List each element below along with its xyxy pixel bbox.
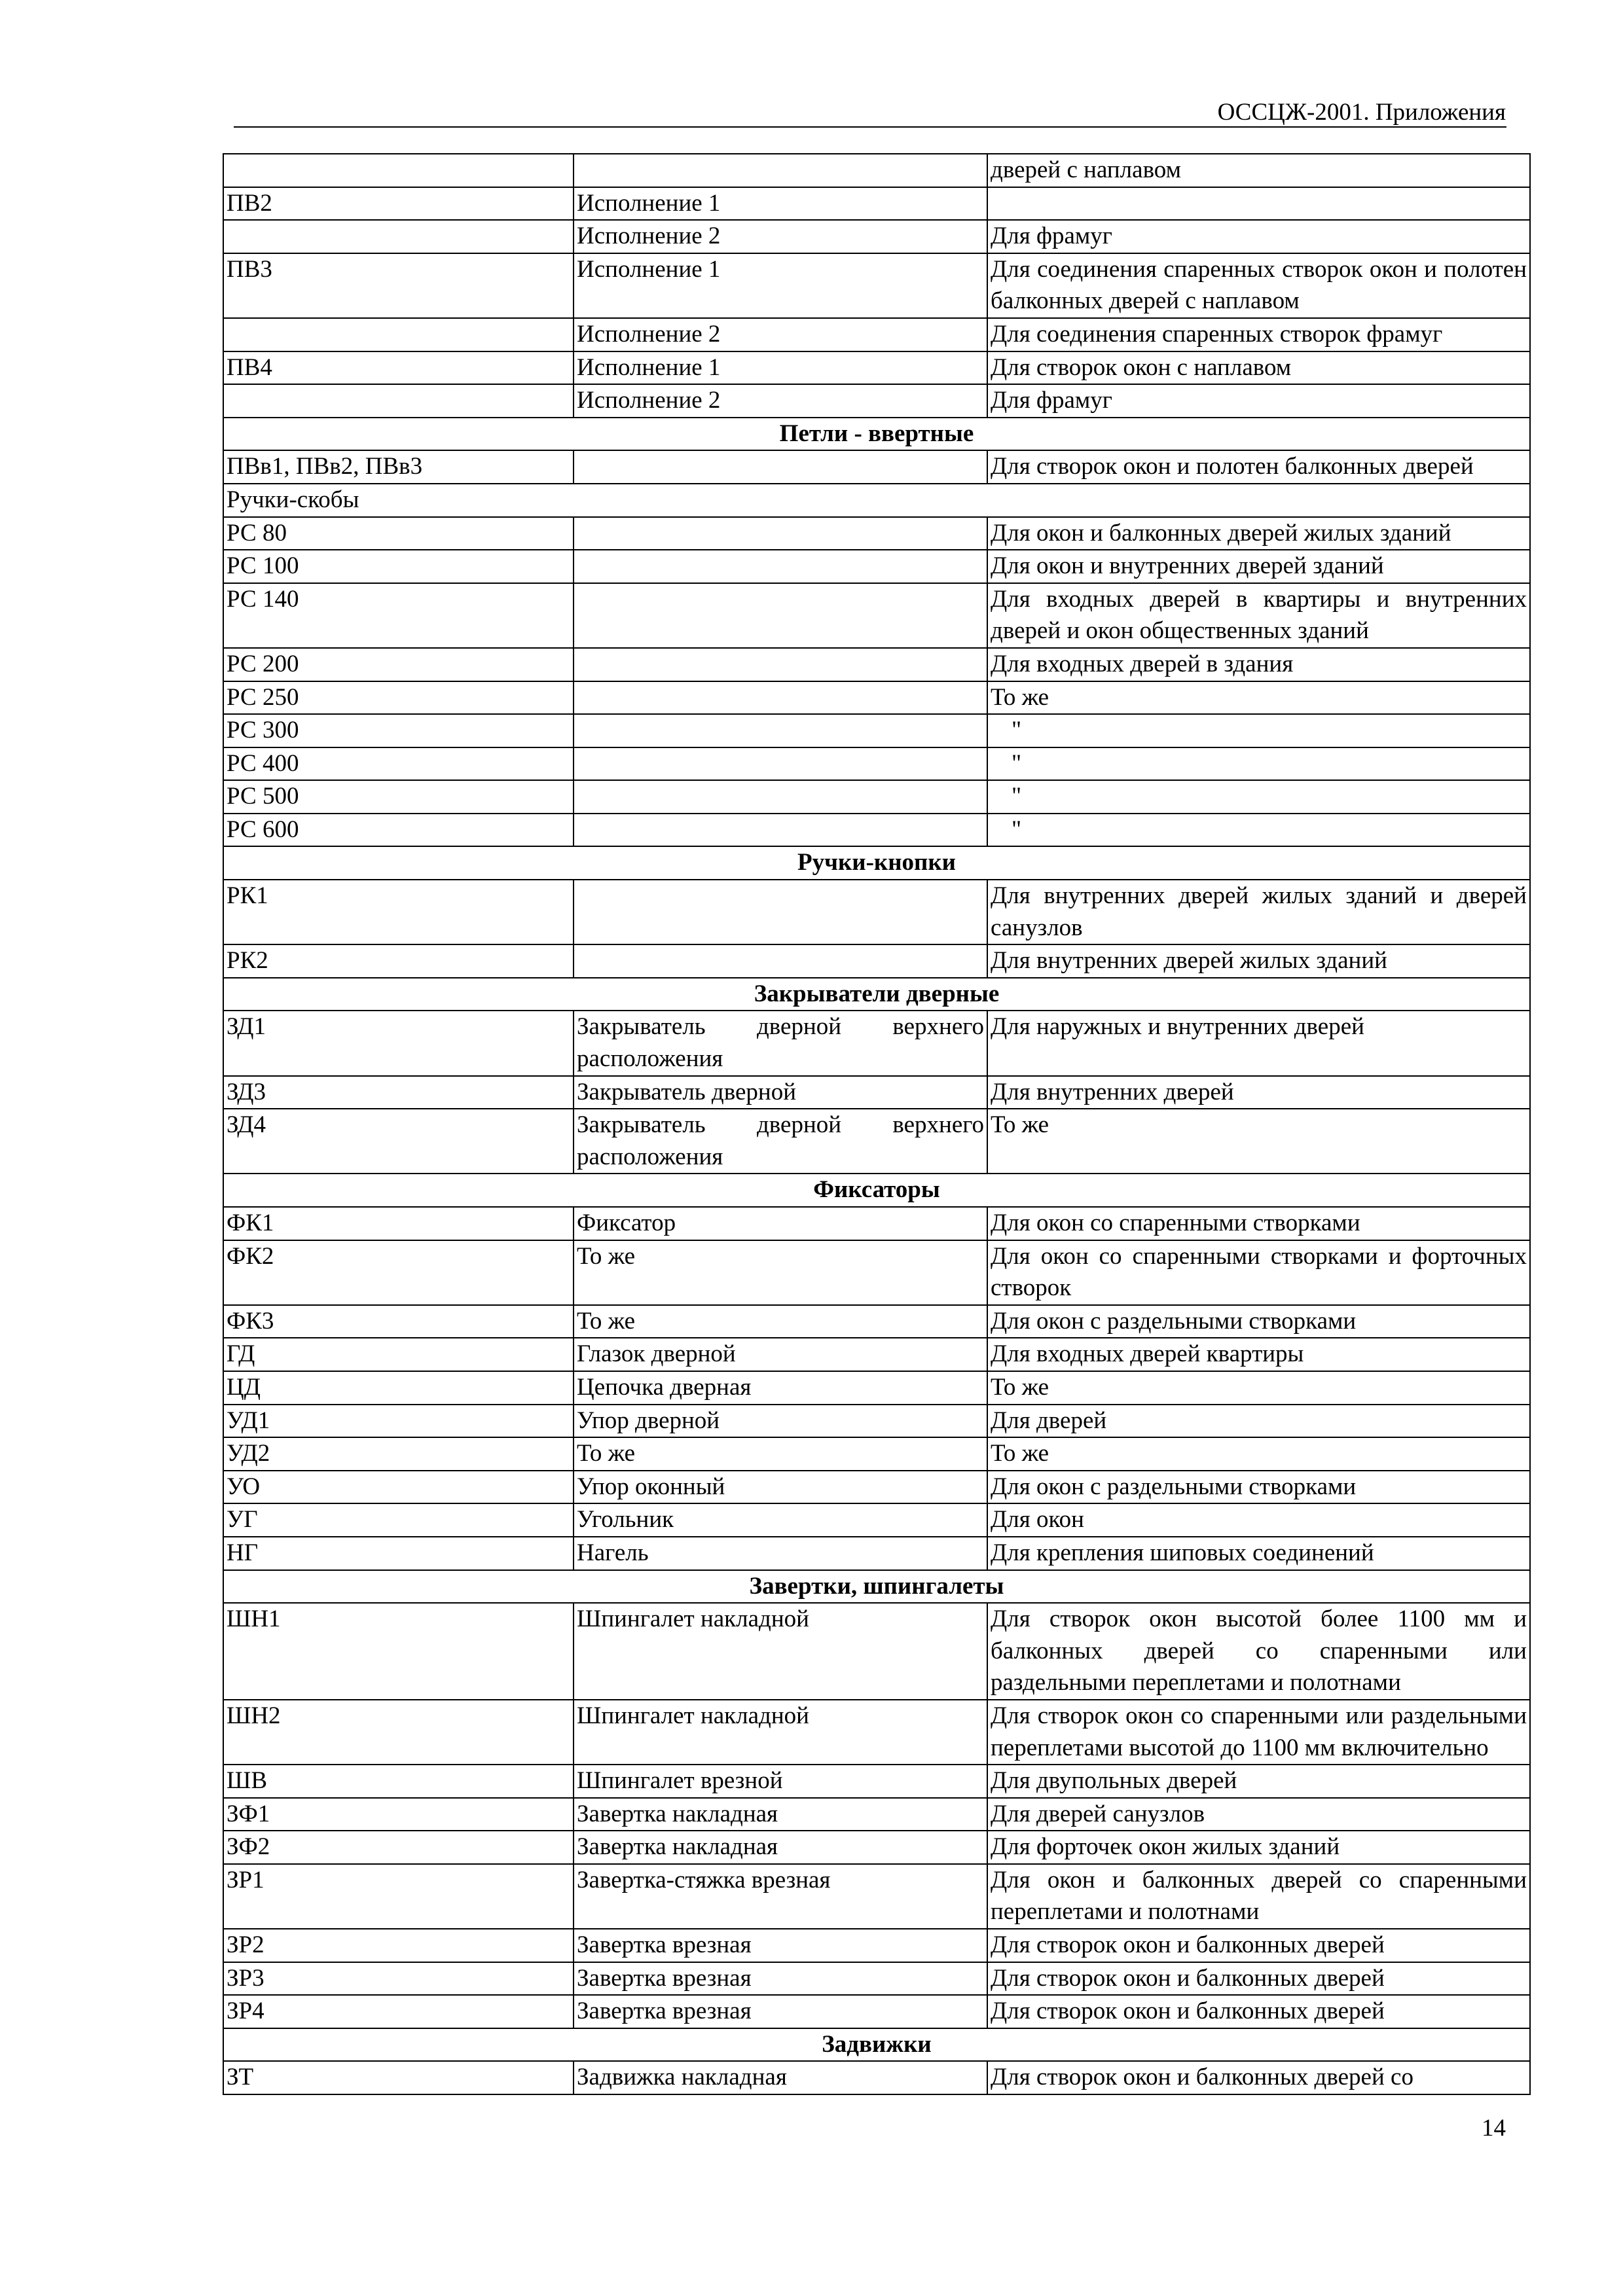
purpose-cell: Для двупольных дверей [987, 1765, 1530, 1798]
purpose-cell: То же [987, 1437, 1530, 1471]
name-cell [574, 780, 987, 814]
table-row [223, 1798, 1530, 1831]
name-cell [574, 681, 987, 715]
purpose-cell: Для створок окон и балконных дверей со [987, 2061, 1530, 2094]
purpose-cell: Для окон с раздельными створками [987, 1305, 1530, 1338]
table-row [223, 648, 1530, 681]
name-cell: Закрыватель дверной верхнего расположения [574, 1011, 987, 1075]
purpose-cell: Для входных дверей в здания [987, 648, 1530, 681]
designation-cell: УГ [223, 1503, 574, 1537]
name-cell: Завертка врезная [574, 1962, 987, 1996]
designation-cell [223, 318, 574, 351]
table-row [223, 880, 1530, 944]
name-cell: Нагель [574, 1537, 987, 1570]
name-cell [574, 517, 987, 550]
purpose-cell: То же [987, 681, 1530, 715]
designation-cell: РК2 [223, 944, 574, 978]
name-cell: Завертка врезная [574, 1929, 987, 1962]
table-row [223, 1011, 1530, 1075]
purpose-cell: Для форточек окон жилых зданий [987, 1831, 1530, 1864]
section-header-row [223, 2028, 1530, 2062]
section-title: Задвижки [223, 2028, 1530, 2062]
designation-cell: ПВв1, ПВв2, ПВв3 [223, 450, 574, 484]
purpose-cell: Для створок окон и полотен балконных дверей [987, 450, 1530, 484]
name-cell: Завертка-стяжка врезная [574, 1864, 987, 1929]
purpose-cell: Для окон [987, 1503, 1530, 1537]
designation-cell: ФК2 [223, 1240, 574, 1305]
name-cell: Упор дверной [574, 1405, 987, 1438]
table-body [223, 154, 1530, 2094]
purpose-cell: Для внутренних дверей жилых зданий и дверей санузлов [987, 880, 1530, 944]
purpose-cell: Для соединения спаренных створок окон и полотен балконных дверей с наплавом [987, 253, 1530, 318]
name-cell: То же [574, 1437, 987, 1471]
name-cell: Цепочка дверная [574, 1371, 987, 1405]
table-row [223, 1537, 1530, 1570]
name-cell [574, 550, 987, 583]
purpose-cell: Для окон со спаренными створками и форточных створок [987, 1240, 1530, 1305]
designation-cell: НГ [223, 1537, 574, 1570]
table-row [223, 1765, 1530, 1798]
name-cell [574, 450, 987, 484]
purpose-cell: Для наружных и внутренних дверей [987, 1011, 1530, 1075]
section-title: Ручки-кнопки [223, 846, 1530, 880]
name-cell [574, 747, 987, 781]
designation-cell: РС 600 [223, 814, 574, 847]
name-cell: Исполнение 1 [574, 351, 987, 385]
designation-cell: ШН1 [223, 1603, 574, 1700]
purpose-cell: Для фрамуг [987, 384, 1530, 418]
name-cell [574, 154, 987, 187]
section-title: Фиксаторы [223, 1174, 1530, 1207]
purpose-cell: Для фрамуг [987, 220, 1530, 253]
purpose-cell: То же [987, 1109, 1530, 1174]
purpose-cell: " [987, 780, 1530, 814]
designation-cell: ЗР1 [223, 1864, 574, 1929]
purpose-cell: Для окон и балконных дверей жилых зданий [987, 517, 1530, 550]
name-cell: То же [574, 1240, 987, 1305]
hardware-table [223, 153, 1531, 2095]
table-row [223, 1371, 1530, 1405]
designation-cell: ГД [223, 1338, 574, 1371]
table-row [223, 1471, 1530, 1504]
name-cell [574, 880, 987, 944]
purpose-cell: Для створок окон со спаренными или раздельными переплетами высотой до 1100 мм включительно [987, 1700, 1530, 1765]
header-rule [234, 126, 1506, 128]
table-row [223, 1995, 1530, 2028]
table-row [223, 1338, 1530, 1371]
table-row [223, 1503, 1530, 1537]
purpose-cell: Для входных дверей в квартиры и внутренних дверей и окон общественных зданий [987, 583, 1530, 648]
section-header-row [223, 1570, 1530, 1604]
name-cell [574, 944, 987, 978]
purpose-cell: Для соединения спаренных створок фрамуг [987, 318, 1530, 351]
table-row [223, 1962, 1530, 1996]
name-cell: Глазок дверной [574, 1338, 987, 1371]
name-cell: Угольник [574, 1503, 987, 1537]
table-row [223, 384, 1530, 418]
name-cell [574, 714, 987, 747]
table-row [223, 1831, 1530, 1864]
purpose-cell: Для окон и балконных дверей со спаренными переплетами и полотнами [987, 1864, 1530, 1929]
table-row [223, 351, 1530, 385]
table-row [223, 1405, 1530, 1438]
table-row [223, 1437, 1530, 1471]
designation-cell: УД2 [223, 1437, 574, 1471]
designation-cell: РС 200 [223, 648, 574, 681]
table-row [223, 681, 1530, 715]
designation-cell [223, 220, 574, 253]
designation-cell: ЗР3 [223, 1962, 574, 1996]
section-title: Петли - ввертные [223, 418, 1530, 451]
purpose-cell: Для окон и внутренних дверей зданий [987, 550, 1530, 583]
purpose-cell: Для створок окон и балконных дверей [987, 1929, 1530, 1962]
purpose-cell: Для створок окон с наплавом [987, 351, 1530, 385]
table-row [223, 1700, 1530, 1765]
designation-cell: ПВ2 [223, 187, 574, 221]
designation-cell: РС 250 [223, 681, 574, 715]
section-title: Закрыватели дверные [223, 978, 1530, 1011]
name-cell [574, 583, 987, 648]
name-cell: Исполнение 1 [574, 187, 987, 221]
table-row [223, 2061, 1530, 2094]
designation-cell: ПВ4 [223, 351, 574, 385]
table-row [223, 747, 1530, 781]
name-cell: Фиксатор [574, 1207, 987, 1240]
name-cell: Закрыватель дверной [574, 1076, 987, 1109]
designation-cell: ФК1 [223, 1207, 574, 1240]
name-cell: Завертка накладная [574, 1831, 987, 1864]
purpose-cell: Для внутренних дверей [987, 1076, 1530, 1109]
table-row [223, 550, 1530, 583]
purpose-cell: " [987, 714, 1530, 747]
purpose-cell: То же [987, 1371, 1530, 1405]
purpose-cell: Для внутренних дверей жилых зданий [987, 944, 1530, 978]
table-row [223, 814, 1530, 847]
purpose-cell: Для крепления шиповых соединений [987, 1537, 1530, 1570]
table-row [223, 944, 1530, 978]
purpose-cell: Для входных дверей квартиры [987, 1338, 1530, 1371]
designation-cell: УО [223, 1471, 574, 1504]
page-number: 14 [1482, 2115, 1506, 2142]
table-row [223, 1929, 1530, 1962]
purpose-cell [987, 187, 1530, 221]
name-cell: Исполнение 2 [574, 384, 987, 418]
designation-cell [223, 384, 574, 418]
designation-cell: ФК3 [223, 1305, 574, 1338]
section-header-row [223, 978, 1530, 1011]
designation-cell: ШВ [223, 1765, 574, 1798]
name-cell: Закрыватель дверной верхнего расположения [574, 1109, 987, 1174]
designation-cell: УД1 [223, 1405, 574, 1438]
table-row [223, 1864, 1530, 1929]
purpose-cell: Для дверей [987, 1405, 1530, 1438]
name-cell: Исполнение 2 [574, 220, 987, 253]
designation-cell: ШН2 [223, 1700, 574, 1765]
name-cell: Упор оконный [574, 1471, 987, 1504]
designation-cell: ЦД [223, 1371, 574, 1405]
purpose-cell: Для створок окон высотой более 1100 мм и балконных дверей со спаренными или раздельными переплетами и полотнами [987, 1603, 1530, 1700]
name-cell: Завертка врезная [574, 1995, 987, 2028]
section-header-row [223, 1174, 1530, 1207]
table-row [223, 187, 1530, 221]
designation-cell: РС 100 [223, 550, 574, 583]
designation-cell: РС 500 [223, 780, 574, 814]
designation-cell: ЗФ1 [223, 1798, 574, 1831]
table-row [223, 517, 1530, 550]
designation-cell: РС 300 [223, 714, 574, 747]
designation-cell: ЗД3 [223, 1076, 574, 1109]
group-title: Ручки-скобы [223, 484, 1530, 517]
purpose-cell: Для створок окон и балконных дверей [987, 1962, 1530, 1996]
table-row [223, 1603, 1530, 1700]
group-label-row [223, 484, 1530, 517]
designation-cell: ПВ3 [223, 253, 574, 318]
section-header-row [223, 418, 1530, 451]
designation-cell: РС 400 [223, 747, 574, 781]
name-cell: Шпингалет накладной [574, 1603, 987, 1700]
table-row [223, 1109, 1530, 1174]
purpose-cell: " [987, 747, 1530, 781]
designation-cell: РС 140 [223, 583, 574, 648]
purpose-cell: дверей с наплавом [987, 154, 1530, 187]
purpose-cell: " [987, 814, 1530, 847]
table-row [223, 1240, 1530, 1305]
running-header: ОССЦЖ-2001. Приложения [1217, 99, 1506, 126]
table-row [223, 1207, 1530, 1240]
name-cell: Завертка накладная [574, 1798, 987, 1831]
table-row [223, 154, 1530, 187]
designation-cell: РК1 [223, 880, 574, 944]
name-cell: То же [574, 1305, 987, 1338]
designation-cell: ЗТ [223, 2061, 574, 2094]
section-title: Завертки, шпингалеты [223, 1570, 1530, 1604]
name-cell: Исполнение 1 [574, 253, 987, 318]
designation-cell: ЗР4 [223, 1995, 574, 2028]
table-row [223, 318, 1530, 351]
purpose-cell: Для дверей санузлов [987, 1798, 1530, 1831]
table-row [223, 450, 1530, 484]
designation-cell: ЗФ2 [223, 1831, 574, 1864]
table-row [223, 220, 1530, 253]
name-cell [574, 814, 987, 847]
name-cell [574, 648, 987, 681]
purpose-cell: Для окон со спаренными створками [987, 1207, 1530, 1240]
name-cell: Шпингалет накладной [574, 1700, 987, 1765]
table-row [223, 714, 1530, 747]
purpose-cell: Для створок окон и балконных дверей [987, 1995, 1530, 2028]
table-row [223, 1305, 1530, 1338]
designation-cell: ЗД4 [223, 1109, 574, 1174]
name-cell: Шпингалет врезной [574, 1765, 987, 1798]
table-row [223, 583, 1530, 648]
purpose-cell: Для окон с раздельными створками [987, 1471, 1530, 1504]
section-header-row [223, 846, 1530, 880]
designation-cell: РС 80 [223, 517, 574, 550]
designation-cell: ЗР2 [223, 1929, 574, 1962]
table-row [223, 1076, 1530, 1109]
name-cell: Исполнение 2 [574, 318, 987, 351]
table-row [223, 253, 1530, 318]
name-cell: Задвижка накладная [574, 2061, 987, 2094]
designation-cell: ЗД1 [223, 1011, 574, 1075]
table-row [223, 780, 1530, 814]
designation-cell [223, 154, 574, 187]
